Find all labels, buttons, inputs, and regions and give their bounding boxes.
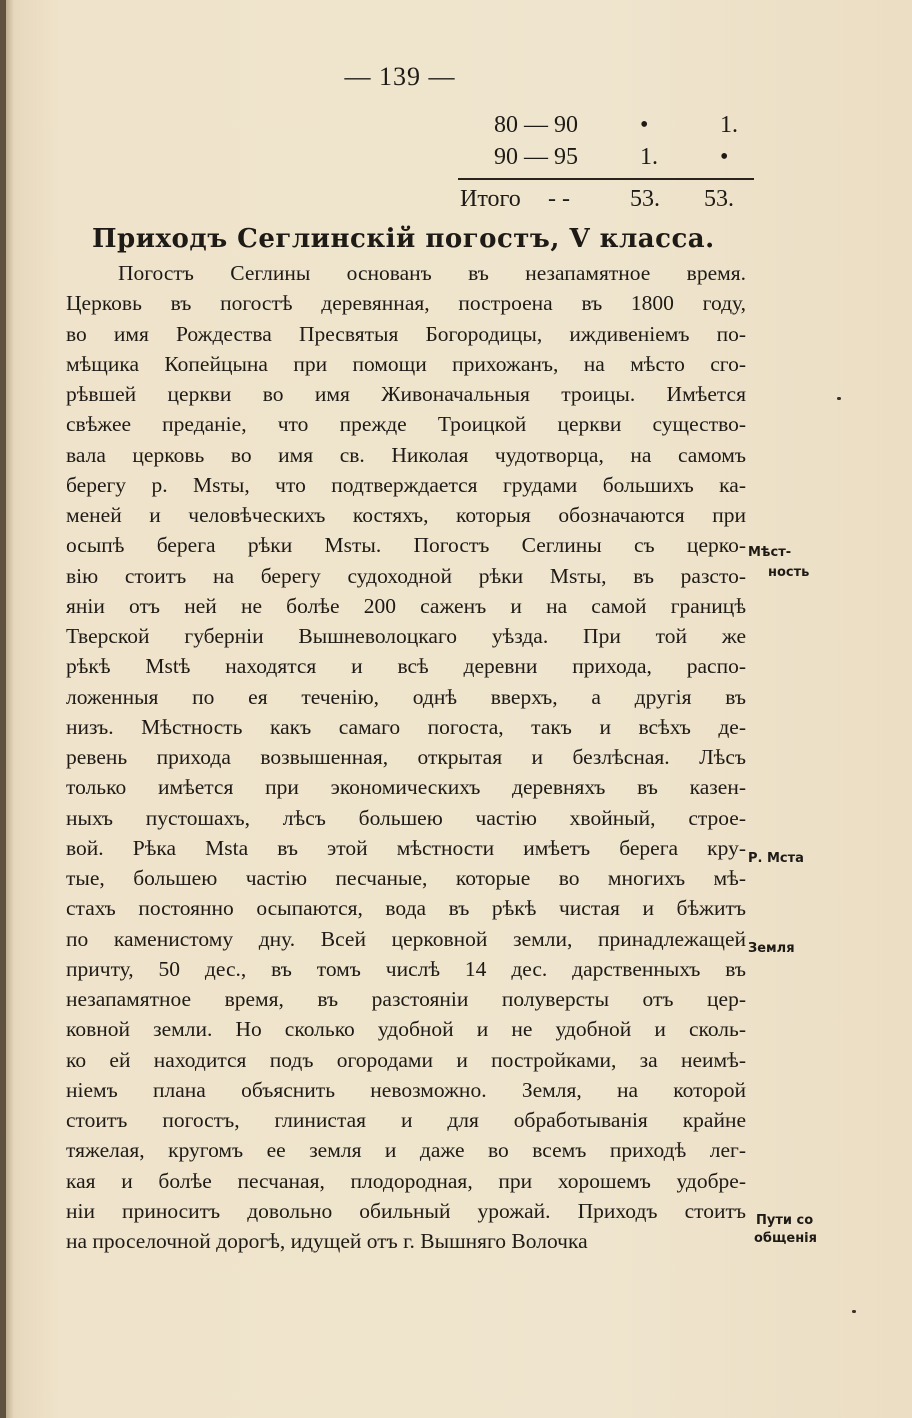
text-line: Тверской губерніи Вышневолоцкаго уѣзда. При той же — [66, 624, 746, 648]
statistics-table — [440, 112, 760, 176]
table-cell-a: • — [640, 112, 649, 138]
text-line: ніемъ плана объяснить невозможно. Земля, на которой — [66, 1077, 746, 1102]
text-line: вала церковь во имя св. Николая чудотворца, на самомъ — [66, 442, 746, 467]
text-line: рѣвшей церкви во имя Живоначальныя троицы. Имѣется — [66, 382, 746, 406]
total-dashes: - - — [548, 186, 570, 212]
text-line: ревень прихода возвышенная, открытая и безлѣсная. Лѣсъ — [66, 745, 746, 769]
text-line: ложенныя по ея теченію, однѣ вверхъ, а другія въ — [66, 684, 746, 709]
margin-note-puti-1: Пути со — [756, 1213, 814, 1228]
book-spine-edge — [0, 0, 6, 1418]
text-line: ковной земли. Но сколько удобной и не удобной и сколь- — [66, 1017, 746, 1042]
table-row — [440, 144, 760, 176]
table-cell-b: 1. — [720, 112, 738, 138]
text-line: ныхъ пустошахъ, лѣсъ большею частію хвойный, строе- — [66, 805, 746, 830]
text-line: по каменистому дну. Всей церковной земли, принадлежащей — [66, 926, 746, 951]
body-text — [66, 258, 746, 1256]
page-number: — 139 — — [344, 62, 456, 91]
text-line: яніи отъ ней не болѣе 200 саженъ и на самой границѣ — [66, 593, 746, 618]
text-line: во имя Рождества Пресвятыя Богородицы, иждивеніемъ по- — [66, 321, 746, 346]
total-label: Итого — [460, 186, 521, 212]
text-line: меней и человѣческихъ костяхъ, которыя обозначаются при — [66, 503, 746, 527]
text-line: низъ. Мѣстность какъ самаго погоста, такъ и всѣхъ де- — [66, 714, 746, 739]
table-cell-range: 90 — 95 — [494, 144, 578, 170]
text-line: рѣкѣ Mstѣ находятся и всѣ деревни прихода, распо- — [66, 654, 746, 679]
text-line: Церковь въ погостѣ деревянная, построена въ 1800 году, — [66, 291, 746, 316]
text-line: тяжелая, кругомъ ее земля и даже во всемъ приходѣ лег- — [66, 1138, 746, 1163]
text-line: тые, большею частію песчаные, которые во многихъ мѣ- — [66, 866, 746, 890]
margin-note-zemlya: Земля — [748, 941, 795, 956]
text-line: стахъ постоянно осыпаются, вода въ рѣкѣ чистая и бѣжитъ — [66, 896, 746, 921]
table-total-rule — [458, 178, 754, 180]
text-line: берегу р. Msты, что подтверждается грудами большихъ ка- — [66, 472, 746, 497]
text-line: свѣжее преданіе, что прежде Троицкой церкви существо- — [66, 412, 746, 437]
text-line: только имѣется при экономическихъ деревняхъ въ казен- — [66, 775, 746, 800]
text-line: вой. Рѣка Msta въ этой мѣстности имѣетъ берега кру- — [66, 835, 746, 860]
text-line: мѣщика Копейцына при помощи прихожанъ, на мѣсто сго- — [66, 351, 746, 376]
text-line: ніи приноситъ довольно обильный урожай. Приходъ стоитъ — [66, 1198, 746, 1223]
text-line: Погостъ Сеглины основанъ въ незапамятное время. — [118, 261, 746, 285]
text-line: ко ей находится подъ огородами и постройками, за неимѣ- — [66, 1047, 746, 1072]
margin-note-r-msta: Р. Мста — [748, 851, 804, 866]
margin-note-mestnost-1: Мѣст- — [748, 545, 792, 560]
total-value-b: 53. — [704, 186, 734, 212]
text-line: причту, 50 дес., въ томъ числѣ 14 дес. дарственныхъ въ — [66, 956, 746, 981]
text-line: осыпѣ берега рѣки Msты. Погостъ Сеглины съ церко- — [66, 533, 746, 558]
text-line: кая и болѣе песчаная, плодородная, при хорошемъ удобре- — [66, 1168, 746, 1193]
text-line: незапамятное время, въ разстояніи полуверсты отъ цер- — [66, 987, 746, 1011]
text-line: вію стоитъ на берегу судоходной рѣки Msты, въ разсто- — [66, 563, 746, 588]
table-cell-range: 80 — 90 — [494, 112, 578, 138]
margin-note-mestnost-2: ность — [768, 565, 810, 580]
ink-speck — [852, 1310, 856, 1313]
section-heading: Приходъ Сеглинскій погостъ, V класса. — [92, 224, 715, 254]
table-total-row — [440, 186, 760, 218]
margin-note-puti-2: общенія — [754, 1231, 817, 1246]
total-value-a: 53. — [630, 186, 660, 212]
table-cell-b: • — [720, 144, 729, 170]
text-line: на проселочной дорогѣ, идущей отъ г. Вышняго Волочка — [66, 1229, 588, 1253]
text-line: стоитъ погостъ, глинистая и для обработыванія крайне — [66, 1108, 746, 1132]
ink-speck — [837, 397, 841, 400]
table-row — [440, 112, 760, 144]
table-cell-a: 1. — [640, 144, 658, 170]
